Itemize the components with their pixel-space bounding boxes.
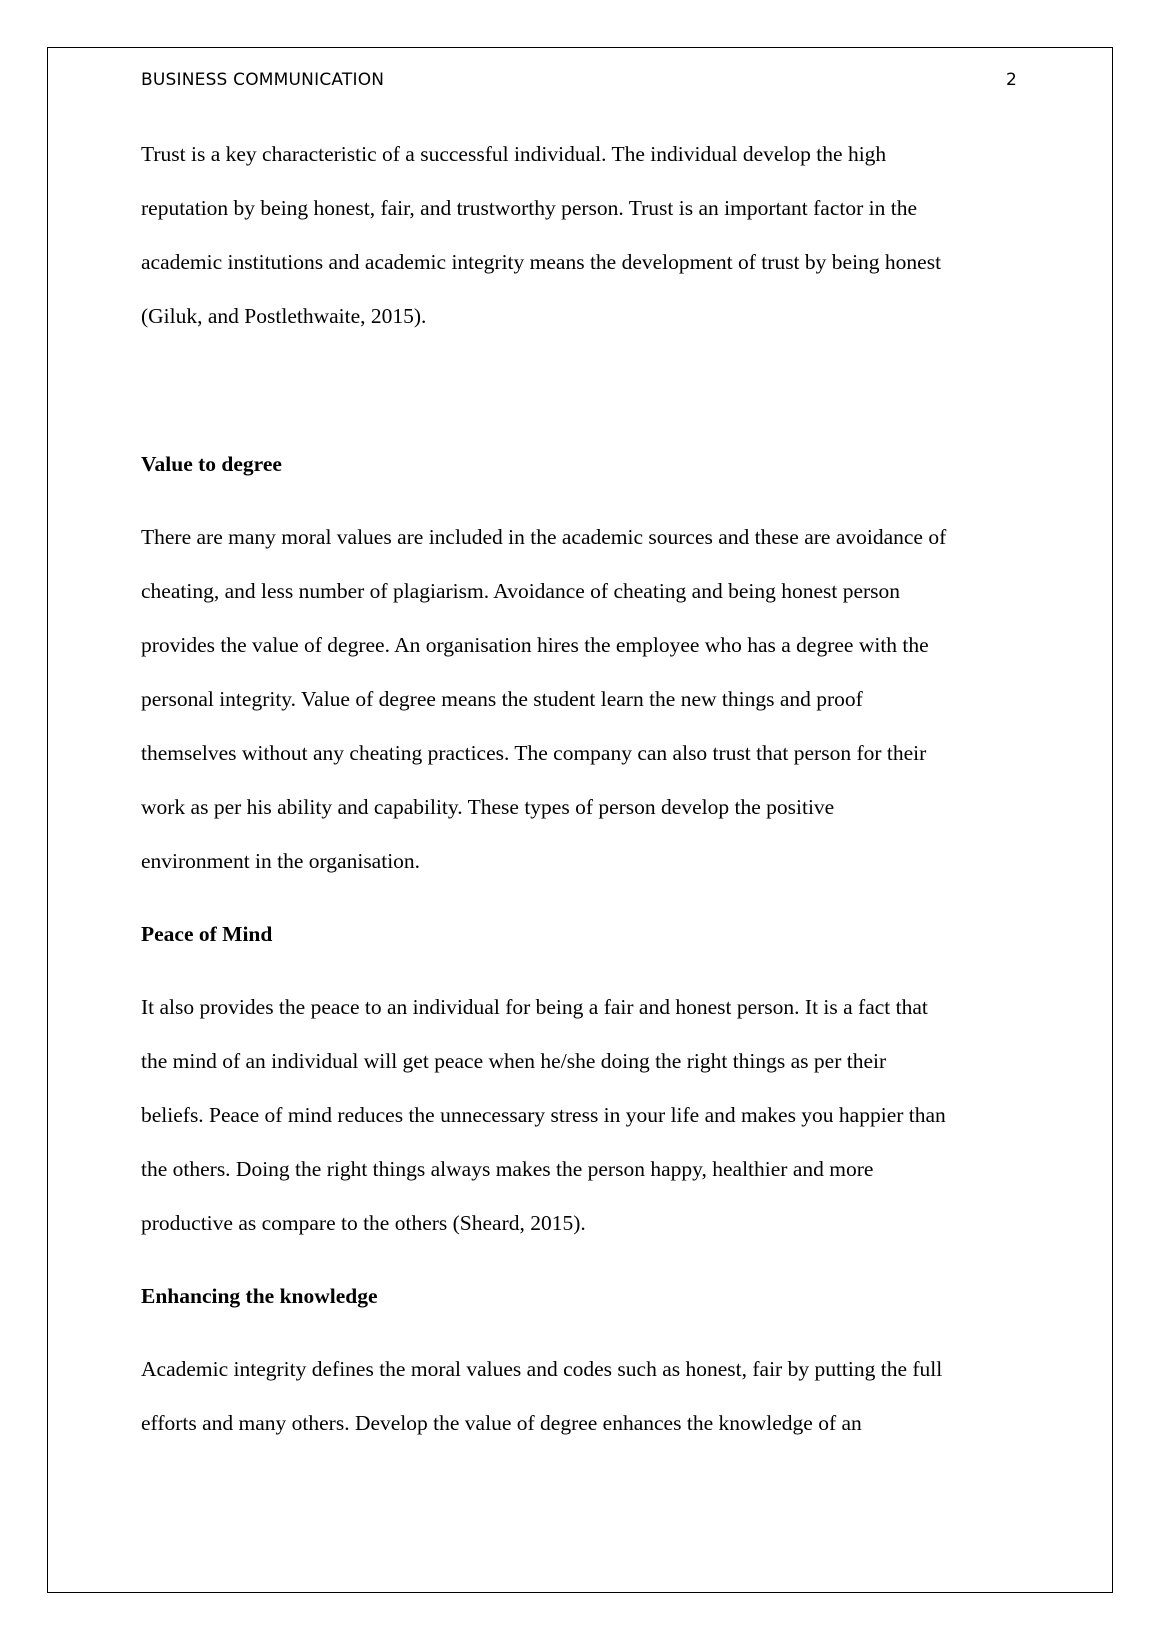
paragraph-value-line: provides the value of degree. An organisation hires the employee who has a degree with the <box>141 633 929 657</box>
paragraph-value-line: work as per his ability and capability. These types of person develop the positive <box>141 795 835 819</box>
paragraph-value-line: cheating, and less number of plagiarism. Avoidance of cheating and being honest person <box>141 579 901 603</box>
paragraph-value-line: personal integrity. Value of degree means the student learn the new things and proof <box>141 687 863 711</box>
paragraph-peace-line: the others. Doing the right things always makes the person happy, healthier and more <box>141 1157 874 1181</box>
running-header-title: BUSINESS COMMUNICATION <box>141 70 385 90</box>
paragraph-value-line: environment in the organisation. <box>141 849 421 873</box>
paragraph-peace-line: It also provides the peace to an individual for being a fair and honest person. It is a fact that <box>141 995 928 1019</box>
paragraph-knowledge-line: efforts and many others. Develop the value of degree enhances the knowledge of an <box>141 1411 862 1435</box>
paragraph-value-line: There are many moral values are included in the academic sources and these are avoidance of <box>141 525 947 549</box>
paragraph-knowledge-line: Academic integrity defines the moral values and codes such as honest, fair by putting the full <box>141 1357 943 1381</box>
heading-value-to-degree: Value to degree <box>141 452 282 476</box>
paragraph-trust-line: academic institutions and academic integrity means the development of trust by being honest <box>141 250 942 274</box>
paragraph-trust-line: reputation by being honest, fair, and trustworthy person. Trust is an important factor in the <box>141 196 917 220</box>
paragraph-value-line: themselves without any cheating practices. The company can also trust that person for their <box>141 741 927 765</box>
paragraph-peace-line: productive as compare to the others (Sheard, 2015). <box>141 1211 586 1235</box>
paragraph-peace-line: the mind of an individual will get peace when he/she doing the right things as per their <box>141 1049 887 1073</box>
page-number: 2 <box>1006 70 1017 90</box>
paragraph-trust-line: (Giluk, and Postlethwaite, 2015). <box>141 304 427 328</box>
heading-peace-of-mind: Peace of Mind <box>141 922 273 946</box>
heading-enhancing-knowledge: Enhancing the knowledge <box>141 1284 378 1308</box>
paragraph-trust-line: Trust is a key characteristic of a successful individual. The individual develop the high <box>141 142 887 166</box>
paragraph-peace-line: beliefs. Peace of mind reduces the unnecessary stress in your life and makes you happier than <box>141 1103 946 1127</box>
